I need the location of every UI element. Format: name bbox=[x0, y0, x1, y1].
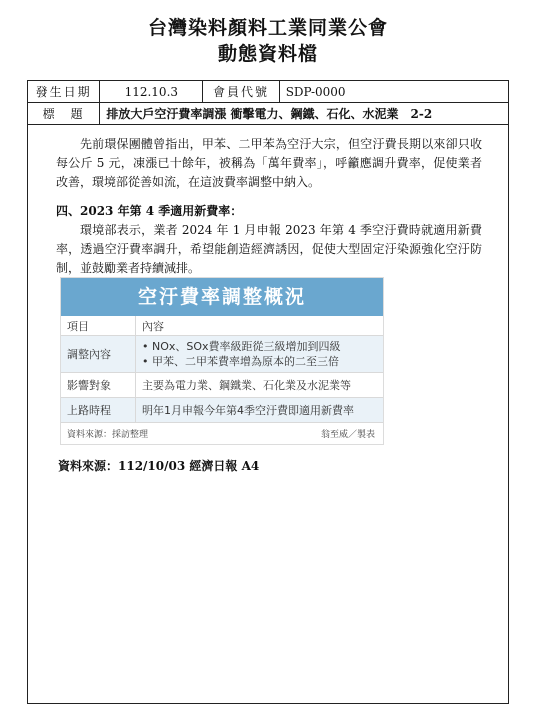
date-value: 112.10.3 bbox=[100, 81, 203, 103]
row-item: 上路時程 bbox=[61, 398, 136, 423]
bullet-line: • NOx、SOx費率級距從三級增加到四級 bbox=[142, 340, 341, 353]
row-content: 主要為電力業、鋼鐵業、石化業及水泥業等 bbox=[136, 373, 384, 398]
body-text bbox=[28, 135, 508, 278]
title-label: 標 題 bbox=[28, 103, 100, 125]
doc-subtitle: 動態資料檔 bbox=[217, 43, 318, 65]
table-row bbox=[61, 398, 383, 423]
table-row bbox=[61, 316, 383, 336]
figure-table bbox=[61, 316, 383, 423]
document-frame bbox=[27, 80, 509, 704]
col-header-item: 項目 bbox=[61, 316, 136, 336]
date-label: 發生日期 bbox=[28, 81, 100, 103]
fee-adjustment-figure bbox=[60, 277, 384, 445]
col-header-content: 內容 bbox=[136, 316, 384, 336]
section-heading: 四、2023 年第 4 季適用新費率： bbox=[56, 204, 243, 218]
table-row bbox=[61, 336, 383, 373]
row-content: 明年1月申報今年第4季空汙費即適用新費率 bbox=[136, 398, 384, 423]
row-item: 調整內容 bbox=[61, 336, 136, 373]
meta-table bbox=[28, 81, 508, 125]
member-id: SDP-0000 bbox=[279, 81, 508, 103]
figure-title: 空汙費率調整概況 bbox=[61, 278, 383, 316]
source-line: 資料來源：112/10/03 經濟日報 A4 bbox=[58, 459, 260, 473]
row-item: 影響對象 bbox=[61, 373, 136, 398]
bullet-line: • 甲苯、二甲苯費率增為原本的二至三倍 bbox=[142, 355, 339, 368]
paragraph-1: 先前環保團體曾指出，甲苯、二甲苯為空汙大宗，但空汙費長期以來卻只收每公斤 5 元，凍漲已十餘年，被稱為「萬年費率」，呼籲應調升費率，促使業者改善，環境部從善如流，在這波費率調整中納入。 bbox=[56, 137, 482, 189]
table-row bbox=[61, 373, 383, 398]
row-content bbox=[136, 336, 384, 373]
figure-footer bbox=[61, 423, 383, 440]
paragraph-2: 環境部表示，業者 2024 年 1 月申報 2023 年第 4 季空汙費時就適用新費率，透過空汙費率調升，希望能創造經濟誘因，促使大型固定汙染源強化空汙防制，並鼓勵業者持續減排。 bbox=[56, 223, 482, 275]
figure-credit: 翁至威／製表 bbox=[320, 430, 375, 440]
member-label: 會員代號 bbox=[203, 81, 279, 103]
org-name: 台灣染料顏料工業同業公會 bbox=[147, 17, 388, 39]
figure-source-note: 資料來源：採訪整理 bbox=[67, 430, 149, 440]
doc-title: 排放大戶空汙費率調漲 衝擊電力、鋼鐵、石化、水泥業 2-2 bbox=[100, 103, 508, 125]
